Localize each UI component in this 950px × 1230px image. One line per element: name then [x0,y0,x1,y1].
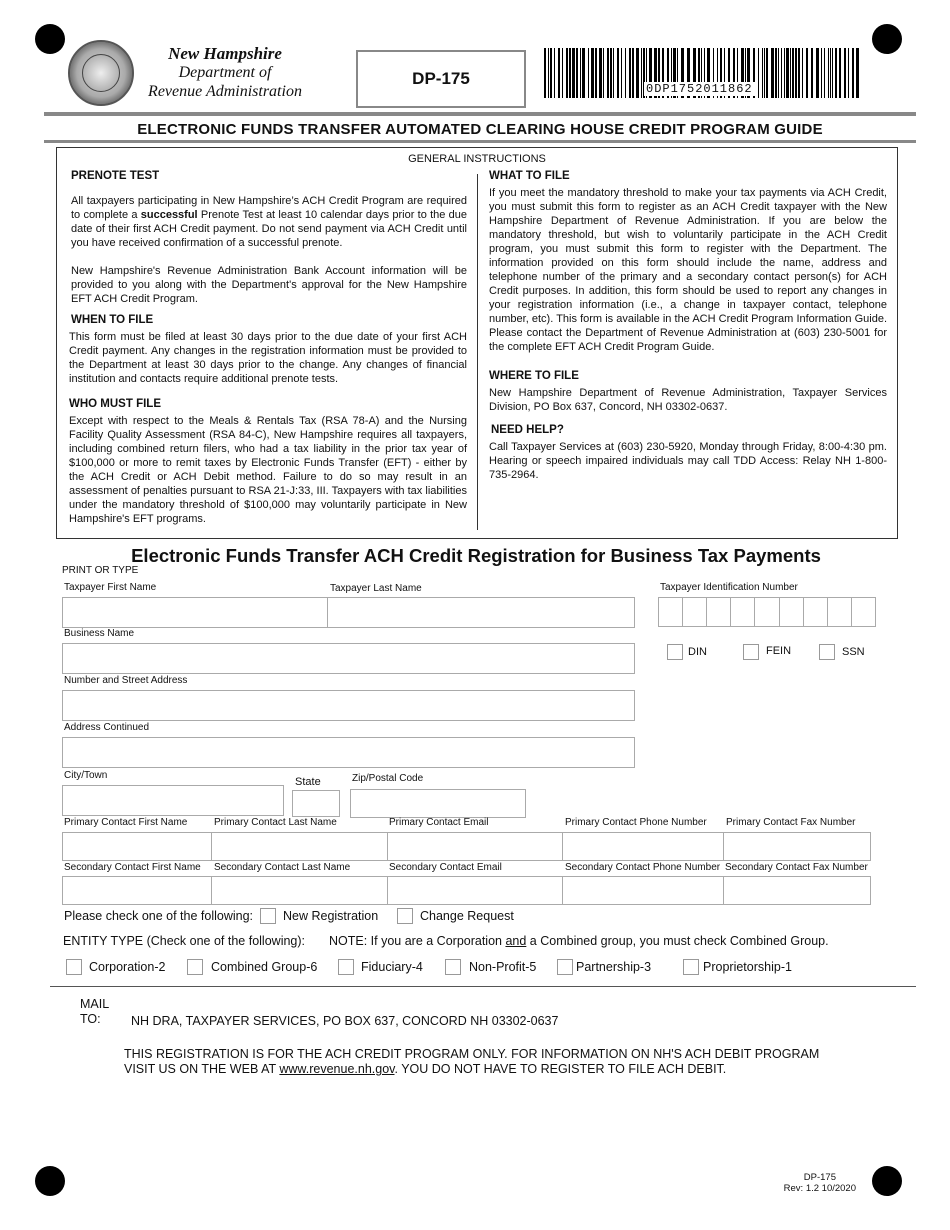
partnership-checkbox[interactable] [557,959,573,975]
header-rule [44,112,916,116]
change-request-label: Change Request [420,909,514,923]
secondary-first-field[interactable] [62,876,212,905]
when-title: WHEN TO FILE [71,314,154,326]
entity-label: Fiduciary-4 [361,960,423,974]
fein-checkbox[interactable] [743,644,759,660]
registration-title: Electronic Funds Transfer ACH Credit Registration for Business Tax Payments [131,545,821,566]
when-text: This form must be filed at least 30 days prior to the due date of your first ACH Credit payment. Any changes in the registration information must be provided to the Department at least 30 days prior to the change. Any changes of financial institution and contacts require additional prenote tests. [69,331,467,385]
instructions-heading: GENERAL INSTRUCTIONS [408,153,546,165]
secondary-phone-field[interactable] [562,876,724,905]
state-field[interactable] [292,790,340,817]
street-field[interactable] [62,690,635,721]
entity-label: Non-Profit-5 [469,960,537,974]
din-label: DIN [688,646,707,658]
primary-first-label: Primary Contact First Name [64,817,188,828]
check-one-label: Please check one of the following: [64,909,254,923]
secondary-last-label: Secondary Contact Last Name [214,862,351,873]
print-or-type: PRINT OR TYPE [62,565,139,576]
page-title: ELECTRONIC FUNDS TRANSFER AUTOMATED CLEARING HOUSE CREDIT PROGRAM GUIDE [137,121,823,138]
primary-last-field[interactable] [211,832,388,861]
who-text: Except with respect to the Meals & Rentals Tax (RSA 78-A) and the Nursing Facility Quality Assessment (RSA 84-C), New Hampshire requires all taxpayers, including combined return filers, who had a tax liability in the prior tax year of $100,000 or more to remit taxes by Electronic Funds Transfer (EFT) - either by the ACH Credit or ACH Debit method. Failure to do so may result in an assessment of penalties pursuant to RSA 21-J:33, III. Taxpayers with tax liabilities under the mandatory threshold of $100,000 may voluntarily participate in New Hampshire's EFT programs. [69,415,467,525]
registration-mark [872,24,902,54]
fiduciary-checkbox[interactable] [338,959,354,975]
first-name-field[interactable] [62,597,328,628]
state-label: State [295,776,321,788]
secondary-fax-field[interactable] [723,876,871,905]
new-registration-checkbox[interactable] [260,908,276,924]
prenote-bank-text: New Hampshire's Revenue Administration Bank Account information will be provided to you along with the Department's approval for the New Hampshire EFT ACH Credit Program. [71,265,467,305]
combined-note: NOTE: If you are a Corporation and a Combined group, you must check Combined Group. [329,934,829,948]
last-name-label: Taxpayer Last Name [330,583,422,594]
agency-name: New Hampshire Department of Revenue Administration [148,44,302,100]
general-instructions [56,147,898,539]
ach-debit-note-2: VISIT US ON THE WEB AT www.revenue.nh.gov. YOU DO NOT HAVE TO REGISTER TO FILE ACH DEBIT. [124,1062,727,1076]
secondary-email-label: Secondary Contact Email [389,862,502,873]
mail-address: NH DRA, TAXPAYER SERVICES, PO BOX 637, CONCORD NH 03302-0637 [131,1014,559,1028]
address-cont-field[interactable] [62,737,635,768]
entity-label: Partnership-3 [576,960,652,974]
primary-first-field[interactable] [62,832,212,861]
state-seal-icon [68,40,134,106]
mail-rule [50,986,916,987]
tin-field[interactable] [658,597,876,627]
website-link[interactable]: www.revenue.nh.gov [279,1062,395,1076]
secondary-last-field[interactable] [211,876,388,905]
barcode-number: 0DP1752011862 [646,82,753,96]
non-profit-checkbox[interactable] [445,959,461,975]
zip-label: Zip/Postal Code [352,773,424,784]
city-label: City/Town [64,770,108,781]
business-name-label: Business Name [64,628,135,639]
where-title: WHERE TO FILE [489,370,579,382]
secondary-phone-label: Secondary Contact Phone Number [565,862,721,873]
ssn-label: SSN [842,646,865,658]
primary-phone-field[interactable] [562,832,724,861]
column-divider [477,174,478,530]
change-request-checkbox[interactable] [397,908,413,924]
primary-email-label: Primary Contact Email [389,817,489,828]
entity-label: Proprietorship-1 [703,960,792,974]
proprietorship-checkbox[interactable] [683,959,699,975]
registration-mark [35,1166,65,1196]
prenote-text: All taxpayers participating in New Hampshire’s ACH Credit Program are required to complete a successful Prenote Test at least 10 calendar days prior to the due date of their first ACH Credit payment. Do not send payment via ACH Credit until you have received confirmation of a successful prenote. [71,195,468,249]
tin-label: Taxpayer Identification Number [660,582,798,593]
help-text: Call Taxpayer Services at (603) 230-5920, Monday through Friday, 8:00-4:30 pm. Hearing or speech impaired individuals may call TDD Access: Relay NH 1-800-735-2964. [489,441,887,481]
secondary-email-field[interactable] [387,876,563,905]
ach-debit-note-1: THIS REGISTRATION IS FOR THE ACH CREDIT PROGRAM ONLY. FOR INFORMATION ON NH'S ACH DEBIT PROGRAM [124,1047,820,1061]
primary-fax-field[interactable] [723,832,871,861]
zip-field[interactable] [350,789,526,818]
street-label: Number and Street Address [64,675,188,686]
what-title: WHAT TO FILE [489,170,570,182]
city-field[interactable] [62,785,284,816]
new-registration-label: New Registration [283,909,379,923]
corporation-checkbox[interactable] [66,959,82,975]
primary-last-label: Primary Contact Last Name [214,817,337,828]
entity-label: Combined Group-6 [211,960,318,974]
secondary-fax-label: Secondary Contact Fax Number [725,862,868,873]
mail-label: MAIL [80,997,110,1011]
where-text: New Hampshire Department of Revenue Administration, Taxpayer Services Division, PO Box 637, Concord, NH 03302-0637. [489,387,887,413]
prenote-title: PRENOTE TEST [71,170,160,182]
ssn-checkbox[interactable] [819,644,835,660]
form-number-box: DP-175 [356,50,526,108]
primary-fax-label: Primary Contact Fax Number [726,817,856,828]
what-text: If you meet the mandatory threshold to make your tax payments via ACH Credit, you must submit this form to register as an ACH Credit taxpayer with the New Hampshire Department of Revenue Administration. If you are below the mandatory threshold, but wish to voluntarily participate in the ACH Credit program, you must submit this form to register with the Department. The information provided on this form should include the name, address and telephone number of the primary and a secondary contact person(s) for ACH Credit purposes. In addition, this form should be used to report any changes in your registration information (i.e., a change in taxpayer contact, telephone number, etc). This form is available in the ACH Credit Program Information Guide. Please contact the Department of Revenue Administration at (603) 230-5001 for the complete EFT ACH Credit Program Guide. [489,187,887,353]
footer-revision: DP-175 Rev: 1.2 10/2020 [783,1172,856,1194]
title-rule [44,140,916,143]
fein-label: FEIN [766,645,792,657]
help-title: NEED HELP? [491,424,564,436]
last-name-field[interactable] [327,597,635,628]
registration-mark [35,24,65,54]
primary-email-field[interactable] [387,832,563,861]
address-cont-label: Address Continued [64,722,150,733]
primary-phone-label: Primary Contact Phone Number [565,817,707,828]
registration-mark [872,1166,902,1196]
din-checkbox[interactable] [667,644,683,660]
business-name-field[interactable] [62,643,635,674]
entity-label: Corporation-2 [89,960,166,974]
combined-group-checkbox[interactable] [187,959,203,975]
entity-type-label: ENTITY TYPE (Check one of the following): [63,934,306,948]
to-label: TO: [80,1012,101,1026]
who-title: WHO MUST FILE [69,398,161,410]
first-name-label: Taxpayer First Name [64,582,157,593]
secondary-first-label: Secondary Contact First Name [64,862,201,873]
